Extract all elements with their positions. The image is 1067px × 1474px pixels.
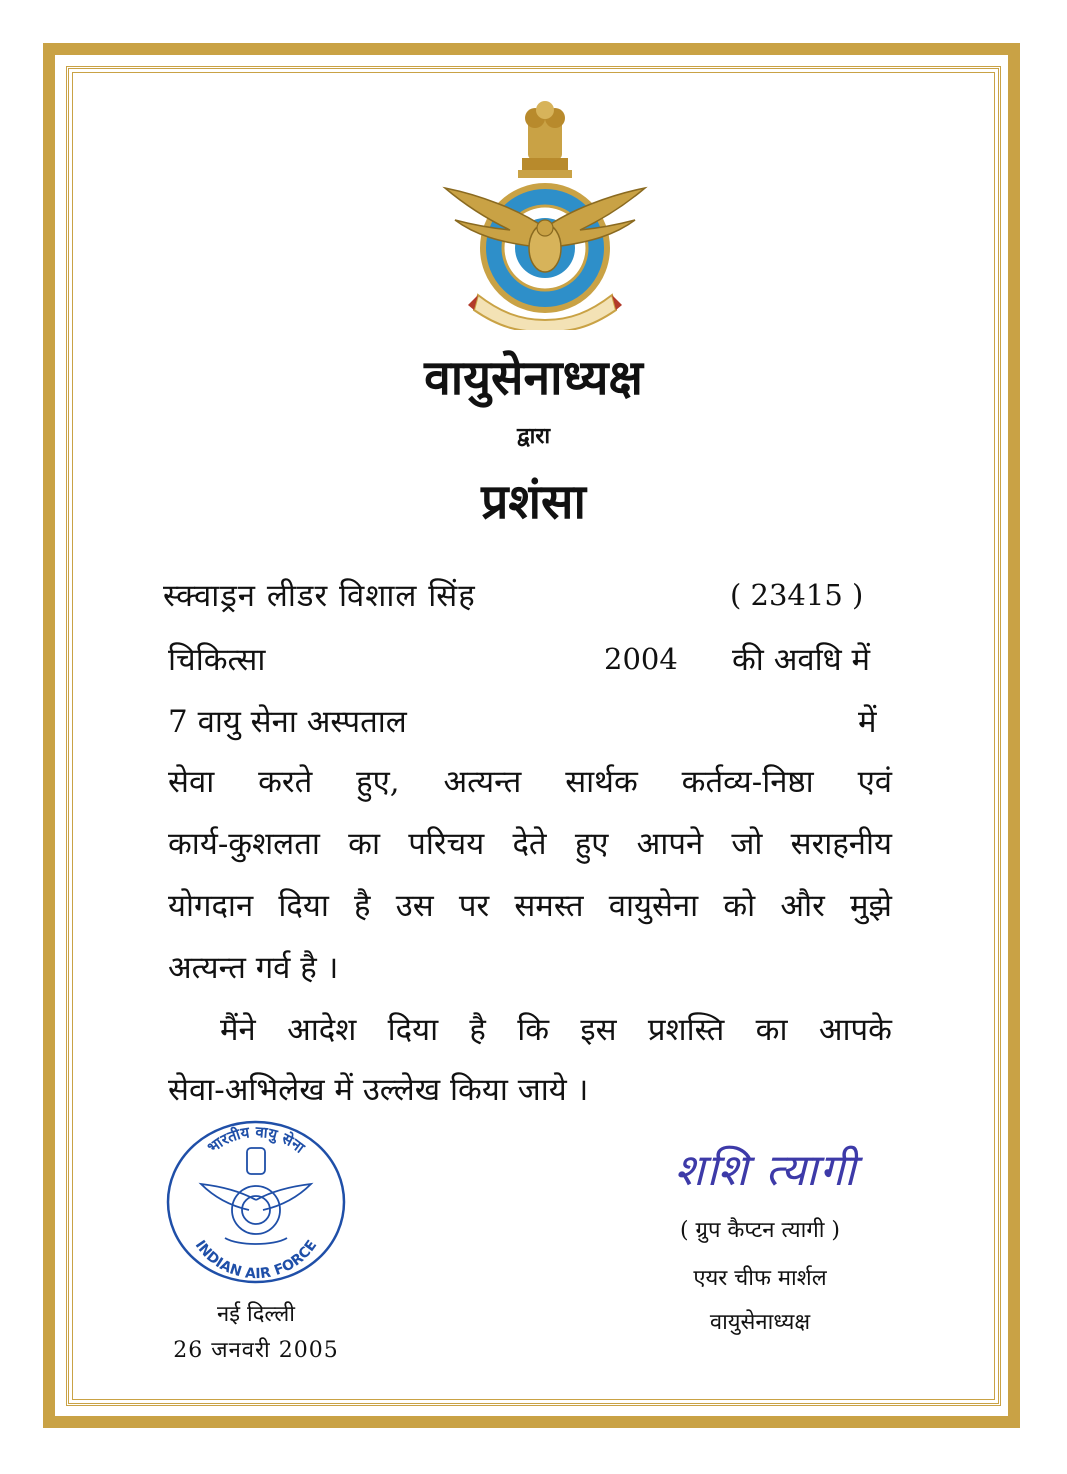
- body-word: जो: [731, 826, 763, 862]
- body-word: पर: [458, 888, 490, 924]
- body-word: को: [723, 888, 756, 924]
- body-word: मुझे: [850, 888, 892, 924]
- body-word: है: [469, 1012, 486, 1048]
- signatory-rank: एयर चीफ मार्शल: [693, 1266, 827, 1291]
- body-word: मैंने: [220, 1012, 256, 1048]
- service-number: ( 23415 ): [730, 578, 864, 612]
- iaf-seal-icon: [163, 1118, 349, 1286]
- period-text: की अवधि में: [732, 642, 871, 678]
- body-word: कार्य-कुशलता: [168, 826, 320, 862]
- place-date: 26 जनवरी 2005: [173, 1338, 339, 1363]
- body-word: योगदान: [168, 888, 254, 924]
- body-word: परिचय: [408, 826, 485, 862]
- body-word: कि: [517, 1012, 550, 1048]
- body-word: दिया: [387, 1012, 439, 1048]
- recipient-unit: 7 वायु सेना अस्पताल: [168, 704, 407, 740]
- signature: शशि त्यागी: [674, 1145, 858, 1196]
- body-word: का: [755, 1012, 788, 1048]
- body-word: इस: [580, 1012, 617, 1048]
- place-city: नई दिल्ली: [217, 1302, 295, 1327]
- body-line-4: अत्यन्त गर्व है ।: [168, 950, 339, 986]
- body-line-5: [220, 1008, 892, 1050]
- body-word: हुए: [574, 826, 609, 862]
- body-word: प्रशस्ति: [647, 1012, 725, 1048]
- body-word: अत्यन्त: [443, 764, 522, 800]
- body-word: सेवा: [168, 764, 215, 800]
- body-line-2: [168, 822, 892, 864]
- recipient-branch: चिकित्सा: [168, 642, 266, 678]
- body-word: देते: [512, 826, 547, 862]
- body-word: का: [348, 826, 380, 862]
- body-line-3: [168, 884, 892, 926]
- body-word: और: [780, 888, 825, 924]
- body-word: वायुसेना: [608, 888, 699, 924]
- unit-suffix: में: [858, 704, 877, 740]
- body-word: आपने: [636, 826, 704, 862]
- signatory-name: ( ग्रुप कैप्टन त्यागी ): [679, 1218, 841, 1243]
- body-word: करते: [258, 764, 313, 800]
- body-word: हुए,: [356, 764, 400, 800]
- service-year: 2004: [604, 642, 678, 676]
- certificate-subtitle: प्रशंसा: [481, 474, 586, 530]
- body-word: है: [354, 888, 371, 924]
- body-word: आपके: [818, 1012, 892, 1048]
- certificate-title: वायुसेनाध्यक्ष: [424, 350, 643, 406]
- signatory-designation: वायुसेनाध्यक्ष: [709, 1310, 811, 1335]
- recipient-name: स्क्वाड्रन लीडर विशाल सिंह: [163, 578, 476, 614]
- body-line-1: [168, 760, 892, 802]
- body-word: सराहनीय: [790, 826, 892, 862]
- body-word: समस्त: [514, 888, 584, 924]
- body-word: कर्तव्य-निष्ठा: [681, 764, 814, 800]
- certificate-by: द्वारा: [516, 423, 551, 449]
- seal-top-text: भारतीय वायु सेना: [203, 1122, 309, 1157]
- body-word: एवं: [857, 764, 892, 800]
- seal-bottom-text: INDIAN AIR FORCE: [191, 1237, 321, 1283]
- body-word: आदेश: [287, 1012, 357, 1048]
- body-word: सार्थक: [565, 764, 638, 800]
- body-word: दिया: [278, 888, 329, 924]
- iaf-crest-icon: [440, 100, 650, 330]
- body-line-6: सेवा-अभिलेख में उल्लेख किया जाये ।: [168, 1072, 589, 1108]
- body-word: उस: [395, 888, 434, 924]
